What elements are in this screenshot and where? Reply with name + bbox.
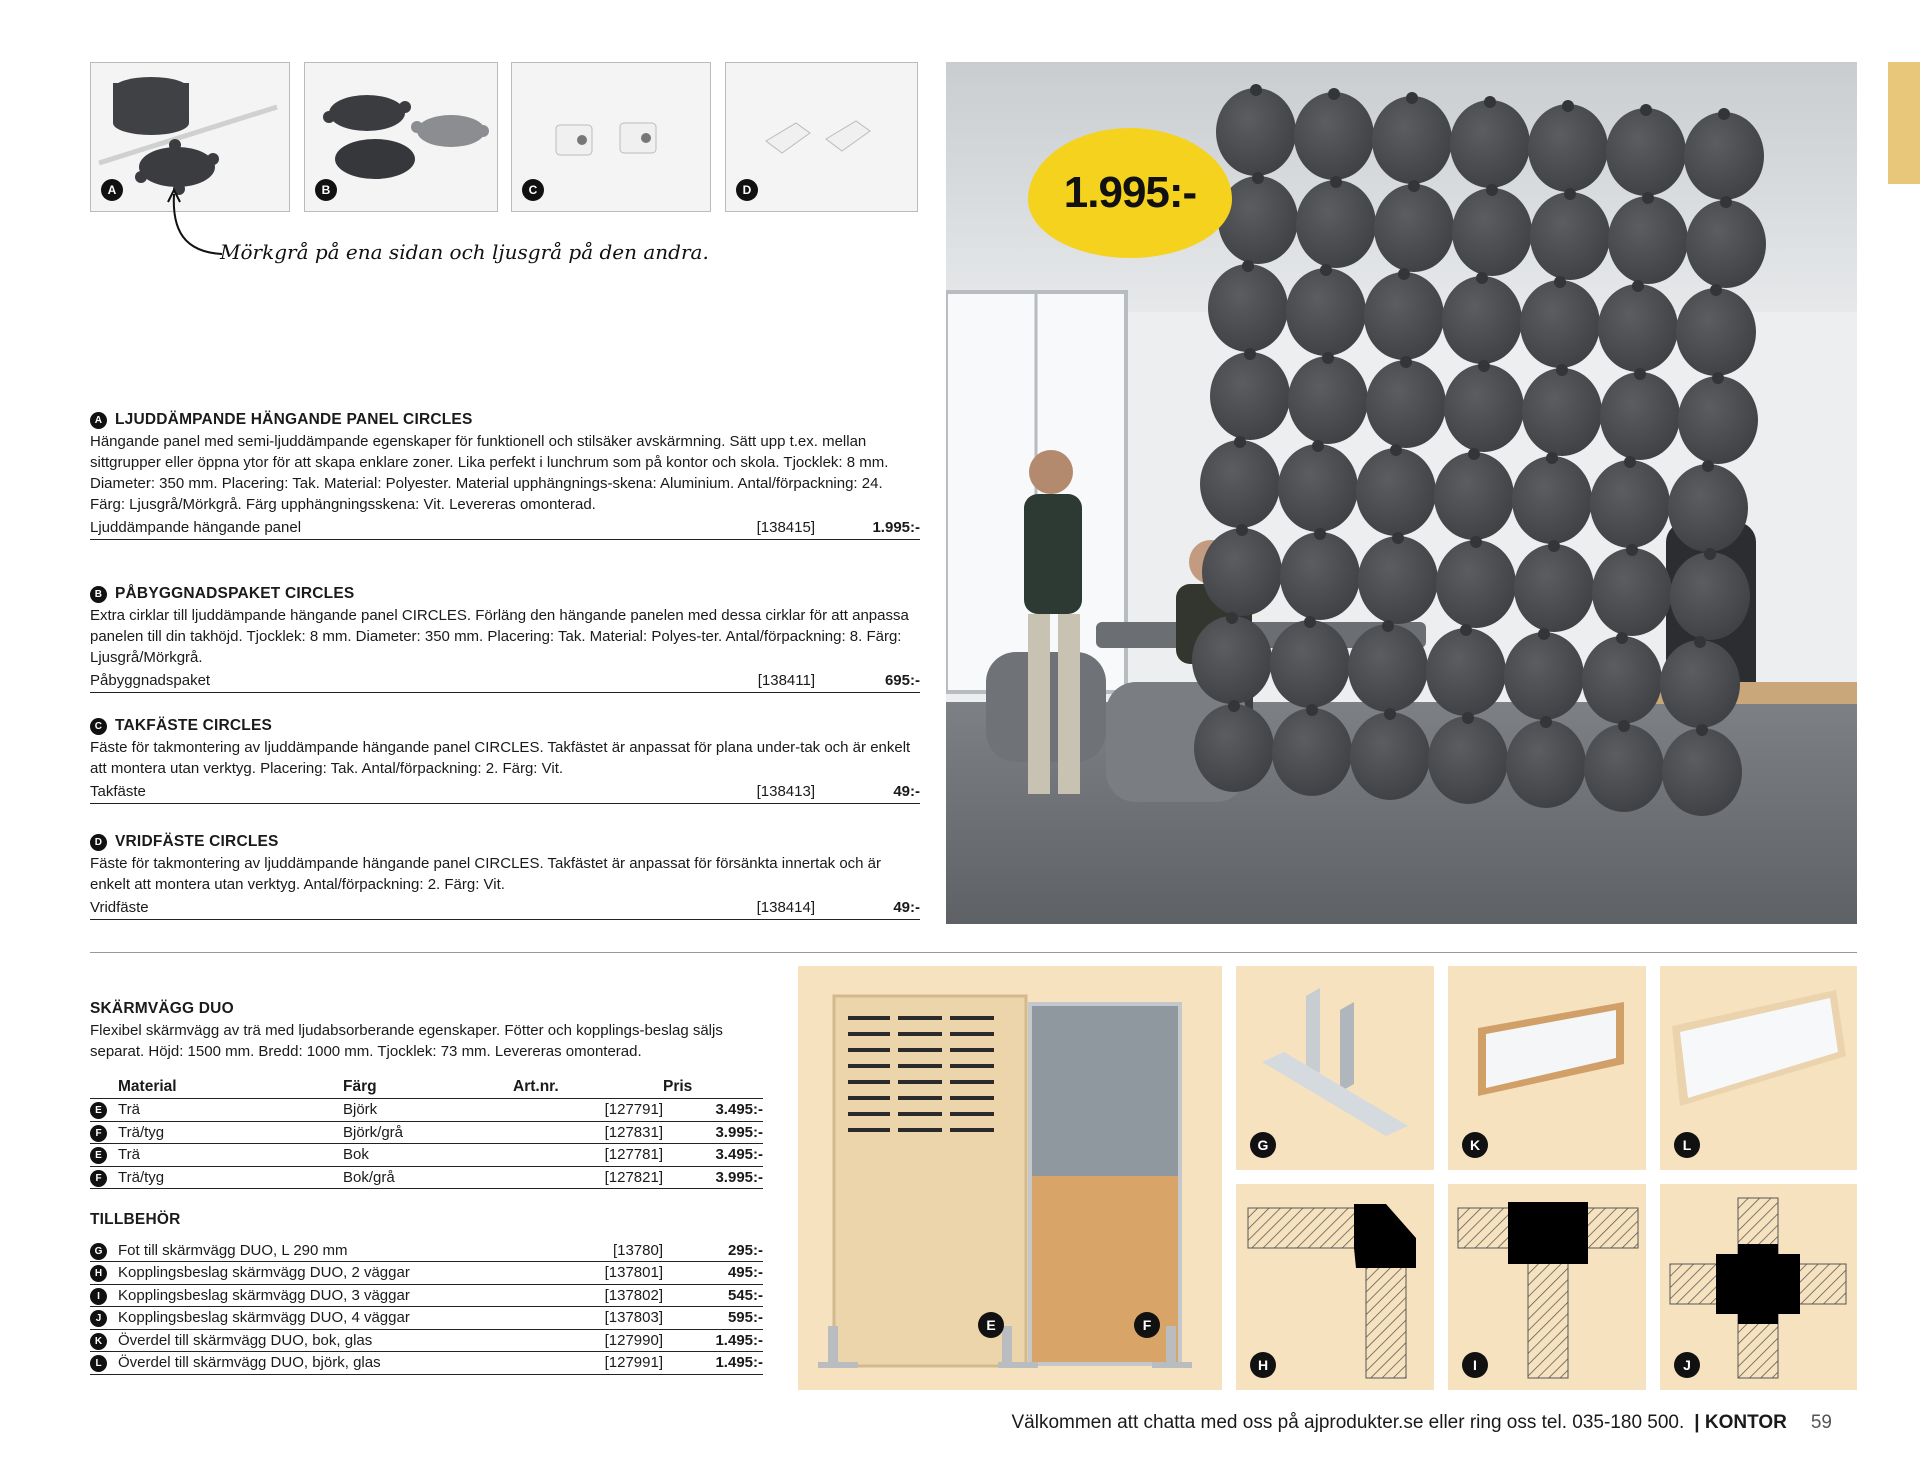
- table-row: [90, 1166, 763, 1189]
- felt-circle: [1428, 716, 1508, 804]
- felt-connector: [1250, 84, 1262, 96]
- cell-price: 545:-: [663, 1284, 763, 1307]
- felt-circle: [1364, 272, 1444, 360]
- felt-connector: [1624, 456, 1636, 468]
- felt-circle: [1676, 288, 1756, 376]
- cell-art: [127990]: [513, 1329, 663, 1352]
- felt-circle: [1288, 356, 1368, 444]
- cell-price: 595:-: [663, 1307, 763, 1330]
- cell-art: [127831]: [513, 1121, 663, 1144]
- row-badge: L: [90, 1355, 107, 1372]
- felt-connector: [1226, 612, 1238, 624]
- header-art: Art.nr.: [513, 1076, 663, 1099]
- badge-b: B: [315, 179, 337, 201]
- badge-h: H: [1250, 1352, 1276, 1378]
- product-name: Ljuddämpande hängande panel: [90, 519, 302, 536]
- felt-connector: [1696, 724, 1708, 736]
- cell-name: Överdel till skärmvägg DUO, bok, glas: [118, 1329, 513, 1352]
- felt-circle: [1192, 616, 1272, 704]
- felt-circle: [1504, 632, 1584, 720]
- accessories-table: [90, 1239, 763, 1375]
- felt-connector: [1234, 436, 1246, 448]
- duo-table: [90, 1076, 763, 1189]
- row-badge: F: [90, 1170, 107, 1187]
- felt-connector: [1554, 276, 1566, 288]
- cell-name: Kopplingsbeslag skärmvägg DUO, 2 väggar: [118, 1262, 513, 1285]
- price: 49:-: [893, 899, 920, 916]
- felt-connector: [1640, 104, 1652, 116]
- cell-art: [13780]: [513, 1239, 663, 1262]
- felt-circle: [1590, 460, 1670, 548]
- felt-circle: [1686, 200, 1766, 288]
- felt-connector: [1460, 624, 1472, 636]
- badge-b-small: B: [90, 586, 107, 603]
- felt-circle: [1372, 96, 1452, 184]
- felt-connector: [1470, 536, 1482, 548]
- accessory-tile-l[interactable]: [1660, 966, 1857, 1170]
- row-badge: I: [90, 1288, 107, 1305]
- cell-price: 1.495:-: [663, 1352, 763, 1375]
- felt-circle: [1286, 268, 1366, 356]
- row-badge: E: [90, 1102, 107, 1119]
- felt-circle: [1278, 444, 1358, 532]
- table-row: [90, 1284, 763, 1307]
- felt-connector: [1384, 708, 1396, 720]
- felt-circle: [1660, 640, 1740, 728]
- thumbnail-d[interactable]: [725, 62, 918, 212]
- product-b: [90, 585, 920, 693]
- felt-connector: [1322, 352, 1334, 364]
- felt-circle: [1436, 540, 1516, 628]
- felt-circle: [1356, 448, 1436, 536]
- felt-circle: [1662, 728, 1742, 816]
- felt-circle: [1608, 196, 1688, 284]
- felt-circle: [1514, 544, 1594, 632]
- cell-art: [137801]: [513, 1262, 663, 1285]
- felt-connector: [1538, 628, 1550, 640]
- cell-material: Trä: [118, 1099, 343, 1122]
- product-title: LJUDDÄMPANDE HÄNGANDE PANEL CIRCLES: [115, 411, 473, 428]
- felt-connector: [1306, 704, 1318, 716]
- cell-price: 3.495:-: [663, 1099, 763, 1122]
- felt-circle: [1598, 284, 1678, 372]
- felt-connector: [1564, 188, 1576, 200]
- felt-circle: [1208, 264, 1288, 352]
- duo-screens-image[interactable]: [798, 966, 1222, 1390]
- felt-connector: [1634, 368, 1646, 380]
- felt-circle: [1270, 620, 1350, 708]
- felt-circle: [1678, 376, 1758, 464]
- felt-connector: [1406, 92, 1418, 104]
- cell-price: 295:-: [663, 1239, 763, 1262]
- felt-connector: [1328, 88, 1340, 100]
- product-title: TAKFÄSTE CIRCLES: [115, 717, 273, 734]
- badge-e: E: [978, 1312, 1004, 1338]
- felt-circle: [1358, 536, 1438, 624]
- felt-connector: [1304, 616, 1316, 628]
- badge-a-small: A: [90, 412, 107, 429]
- table-row: [90, 1329, 763, 1352]
- thumbnail-c[interactable]: [511, 62, 711, 212]
- badge-j: J: [1674, 1352, 1700, 1378]
- row-badge: K: [90, 1333, 107, 1350]
- price: 1.995:-: [872, 519, 920, 536]
- product-name: Takfäste: [90, 783, 146, 800]
- row-badge: E: [90, 1147, 107, 1164]
- accessory-tile-j[interactable]: [1660, 1184, 1857, 1390]
- cell-color: Björk/grå: [343, 1121, 513, 1144]
- price: 695:-: [884, 672, 920, 689]
- cell-art: [127821]: [513, 1166, 663, 1189]
- felt-connector: [1642, 192, 1654, 204]
- article-number: [138413]: [756, 783, 815, 800]
- header-color: Färg: [343, 1076, 513, 1099]
- cell-color: Bok: [343, 1144, 513, 1167]
- accessory-tile-k[interactable]: [1448, 966, 1646, 1170]
- felt-connector: [1468, 448, 1480, 460]
- product-name: Vridfäste: [90, 899, 149, 916]
- row-badge: H: [90, 1265, 107, 1282]
- cell-name: Fot till skärmvägg DUO, L 290 mm: [118, 1239, 513, 1262]
- table-row: [90, 1239, 763, 1262]
- page-number: 59: [1810, 1412, 1832, 1433]
- felt-circle: [1584, 724, 1664, 812]
- felt-connector: [1548, 540, 1560, 552]
- table-row: [90, 1307, 763, 1330]
- cell-name: Överdel till skärmvägg DUO, björk, glas: [118, 1352, 513, 1375]
- felt-connector: [1408, 180, 1420, 192]
- badge-i: I: [1462, 1352, 1488, 1378]
- felt-connector: [1694, 636, 1706, 648]
- felt-connector: [1476, 272, 1488, 284]
- felt-circle: [1592, 548, 1672, 636]
- table-row: [90, 1121, 763, 1144]
- cell-name: Kopplingsbeslag skärmvägg DUO, 4 väggar: [118, 1307, 513, 1330]
- header-material: Material: [118, 1076, 343, 1099]
- felt-connector: [1252, 172, 1264, 184]
- section-divider: [90, 952, 1857, 953]
- footer-section: | KONTOR: [1694, 1412, 1787, 1433]
- cell-art: [127791]: [513, 1099, 663, 1122]
- felt-circle: [1668, 464, 1748, 552]
- price: 49:-: [893, 783, 920, 800]
- cell-art: [137803]: [513, 1307, 663, 1330]
- header-price: Pris: [663, 1076, 763, 1099]
- felt-connector: [1618, 720, 1630, 732]
- felt-connector: [1704, 548, 1716, 560]
- cell-material: Trä/tyg: [118, 1166, 343, 1189]
- felt-connector: [1562, 100, 1574, 112]
- felt-circle: [1194, 704, 1274, 792]
- cell-price: 1.495:-: [663, 1329, 763, 1352]
- duo-title: SKÄRMVÄGG DUO: [90, 1000, 234, 1017]
- felt-circle: [1522, 368, 1602, 456]
- badge-k: K: [1462, 1132, 1488, 1158]
- badge-f: F: [1134, 1312, 1160, 1338]
- felt-circle: [1606, 108, 1686, 196]
- felt-circle: [1272, 708, 1352, 796]
- felt-circle: [1296, 180, 1376, 268]
- felt-circle: [1582, 636, 1662, 724]
- duo-description: Flexibel skärmvägg av trä med ljudabsorberande egenskaper. Fötter och kopplings-beslag säljs separat. Höjd: 1500 mm. Bredd: 1000 mm. Tjocklek: 73 mm. Levereras omonterad.: [90, 1022, 723, 1060]
- footer-contact-text: Välkommen att chatta med oss på ajprodukter.se eller ring oss tel. 035-180 500.: [1011, 1412, 1685, 1433]
- felt-circle: [1280, 532, 1360, 620]
- accessory-tile-i[interactable]: [1448, 1184, 1646, 1390]
- cell-art: [127781]: [513, 1144, 663, 1167]
- felt-connector: [1712, 372, 1724, 384]
- felt-circle: [1294, 92, 1374, 180]
- accessory-tile-h[interactable]: [1236, 1184, 1434, 1390]
- felt-connector: [1462, 712, 1474, 724]
- felt-circle: [1450, 100, 1530, 188]
- duo-table-header: [90, 1076, 763, 1099]
- felt-circle: [1442, 276, 1522, 364]
- felt-circle: [1670, 552, 1750, 640]
- product-row: [90, 781, 920, 804]
- badge-d-small: D: [90, 834, 107, 851]
- footer: [1012, 1412, 1833, 1434]
- product-row: [90, 670, 920, 693]
- row-badge: G: [90, 1243, 107, 1260]
- felt-circle: [1200, 440, 1280, 528]
- felt-circle: [1348, 624, 1428, 712]
- felt-connector: [1242, 260, 1254, 272]
- cell-material: Trä: [118, 1144, 343, 1167]
- felt-circle: [1684, 112, 1764, 200]
- felt-connector: [1312, 440, 1324, 452]
- felt-connector: [1710, 284, 1722, 296]
- section-side-tab: [1888, 62, 1920, 184]
- article-number: [138415]: [756, 519, 815, 536]
- felt-circle: [1426, 628, 1506, 716]
- article-number: [138414]: [756, 899, 815, 916]
- product-title: PÅBYGGNADSPAKET CIRCLES: [115, 585, 355, 602]
- felt-circle: [1444, 364, 1524, 452]
- felt-circle: [1216, 88, 1296, 176]
- felt-circle: [1530, 192, 1610, 280]
- felt-connector: [1718, 108, 1730, 120]
- badge-c: C: [522, 179, 544, 201]
- cell-price: 3.495:-: [663, 1144, 763, 1167]
- felt-connector: [1486, 184, 1498, 196]
- table-row: [90, 1099, 763, 1122]
- product-description: Extra cirklar till ljuddämpande hängande panel CIRCLES. Förläng den hängande panelen med dessa cirklar för att anpassa panelen till din takhöjd. Tjocklek: 8 mm. Diameter: 350 mm. Placering: Tak. Material: Polyes-ter. Antal/förpackning: 8. Färg: Ljusgrå/Mörkgrå.: [90, 607, 909, 666]
- duo-section: [90, 1000, 770, 1375]
- felt-connector: [1398, 268, 1410, 280]
- badge-l: L: [1674, 1132, 1700, 1158]
- cell-price: 3.995:-: [663, 1166, 763, 1189]
- felt-connector: [1626, 544, 1638, 556]
- felt-circle: [1528, 104, 1608, 192]
- felt-connector: [1540, 716, 1552, 728]
- row-badge: F: [90, 1125, 107, 1142]
- felt-circle: [1520, 280, 1600, 368]
- felt-connector: [1236, 524, 1248, 536]
- table-row: [90, 1352, 763, 1375]
- cell-color: Bok/grå: [343, 1166, 513, 1189]
- felt-circle: [1202, 528, 1282, 616]
- cell-color: Björk: [343, 1099, 513, 1122]
- thumbnail-b[interactable]: [304, 62, 498, 212]
- product-description: Fäste för takmontering av ljuddämpande hängande panel CIRCLES. Takfästet är anpassat för försänkta innertak och är enkelt att montera utan verktyg. Antal/förpackning: 2. Färg: Vit.: [90, 855, 882, 893]
- felt-circle: [1512, 456, 1592, 544]
- badge-a: A: [101, 179, 123, 201]
- felt-connector: [1330, 176, 1342, 188]
- cell-art: [127991]: [513, 1352, 663, 1375]
- product-d: [90, 833, 920, 920]
- product-row: [90, 897, 920, 920]
- felt-circle: [1506, 720, 1586, 808]
- table-row: [90, 1262, 763, 1285]
- cell-art: [137802]: [513, 1284, 663, 1307]
- felt-connector: [1720, 196, 1732, 208]
- accessories-title: TILLBEHÖR: [90, 1211, 181, 1228]
- felt-connector: [1382, 620, 1394, 632]
- felt-circle: [1434, 452, 1514, 540]
- product-row: [90, 517, 920, 540]
- badge-d: D: [736, 179, 758, 201]
- cell-price: 3.995:-: [663, 1121, 763, 1144]
- felt-circle: [1374, 184, 1454, 272]
- product-c: [90, 717, 920, 804]
- cell-name: Kopplingsbeslag skärmvägg DUO, 3 väggar: [118, 1284, 513, 1307]
- felt-connector: [1484, 96, 1496, 108]
- product-description: Fäste för takmontering av ljuddämpande hängande panel CIRCLES. Takfästet är anpassat för plana under-tak och är enkelt att montera utan verktyg. Placering: Tak. Antal/förpackning: 2. Färg: Vit.: [90, 739, 911, 777]
- cell-price: 495:-: [663, 1262, 763, 1285]
- felt-connector: [1392, 532, 1404, 544]
- felt-connector: [1228, 700, 1240, 712]
- accessory-tile-g[interactable]: [1236, 966, 1434, 1170]
- felt-circle: [1452, 188, 1532, 276]
- cell-material: Trä/tyg: [118, 1121, 343, 1144]
- felt-circle: [1366, 360, 1446, 448]
- color-note: Mörkgrå på ena sidan och ljusgrå på den andra.: [220, 240, 709, 264]
- felt-connector: [1546, 452, 1558, 464]
- felt-connector: [1632, 280, 1644, 292]
- felt-circle: [1600, 372, 1680, 460]
- felt-connector: [1390, 444, 1402, 456]
- felt-connector: [1314, 528, 1326, 540]
- felt-connector: [1616, 632, 1628, 644]
- felt-connector: [1320, 264, 1332, 276]
- felt-connector: [1244, 348, 1256, 360]
- product-title: VRIDFÄSTE CIRCLES: [115, 833, 279, 850]
- row-badge: J: [90, 1310, 107, 1327]
- felt-connector: [1400, 356, 1412, 368]
- felt-connector: [1478, 360, 1490, 372]
- badge-c-small: C: [90, 718, 107, 735]
- hero-price-bubble: 1.995:-: [1028, 128, 1232, 258]
- article-number: [138411]: [757, 672, 815, 689]
- table-row: [90, 1144, 763, 1167]
- felt-circle: [1350, 712, 1430, 800]
- badge-g: G: [1250, 1132, 1276, 1158]
- product-a: [90, 411, 920, 540]
- product-name: Påbyggnadspaket: [90, 672, 211, 689]
- felt-connector: [1702, 460, 1714, 472]
- product-description: Hängande panel med semi-ljuddämpande egenskaper för funktionell och stilsäker avskärmning. Sätt upp t.ex. mellan sittgrupper eller öppna ytor för att skapa enklare zoner. Lika perfekt i lunchrum som på kontor och skola. Tjocklek: 8 mm. Diameter: 350 mm. Placering: Tak. Material: Polyester. Material upphängnings-skena: Aluminium. Antal/förpackning: 24. Färg: Ljusgrå/Mörkgrå. Färg upphängningsskena: Vit. Levereras omonterad.: [90, 433, 889, 513]
- felt-connector: [1556, 364, 1568, 376]
- felt-circle: [1210, 352, 1290, 440]
